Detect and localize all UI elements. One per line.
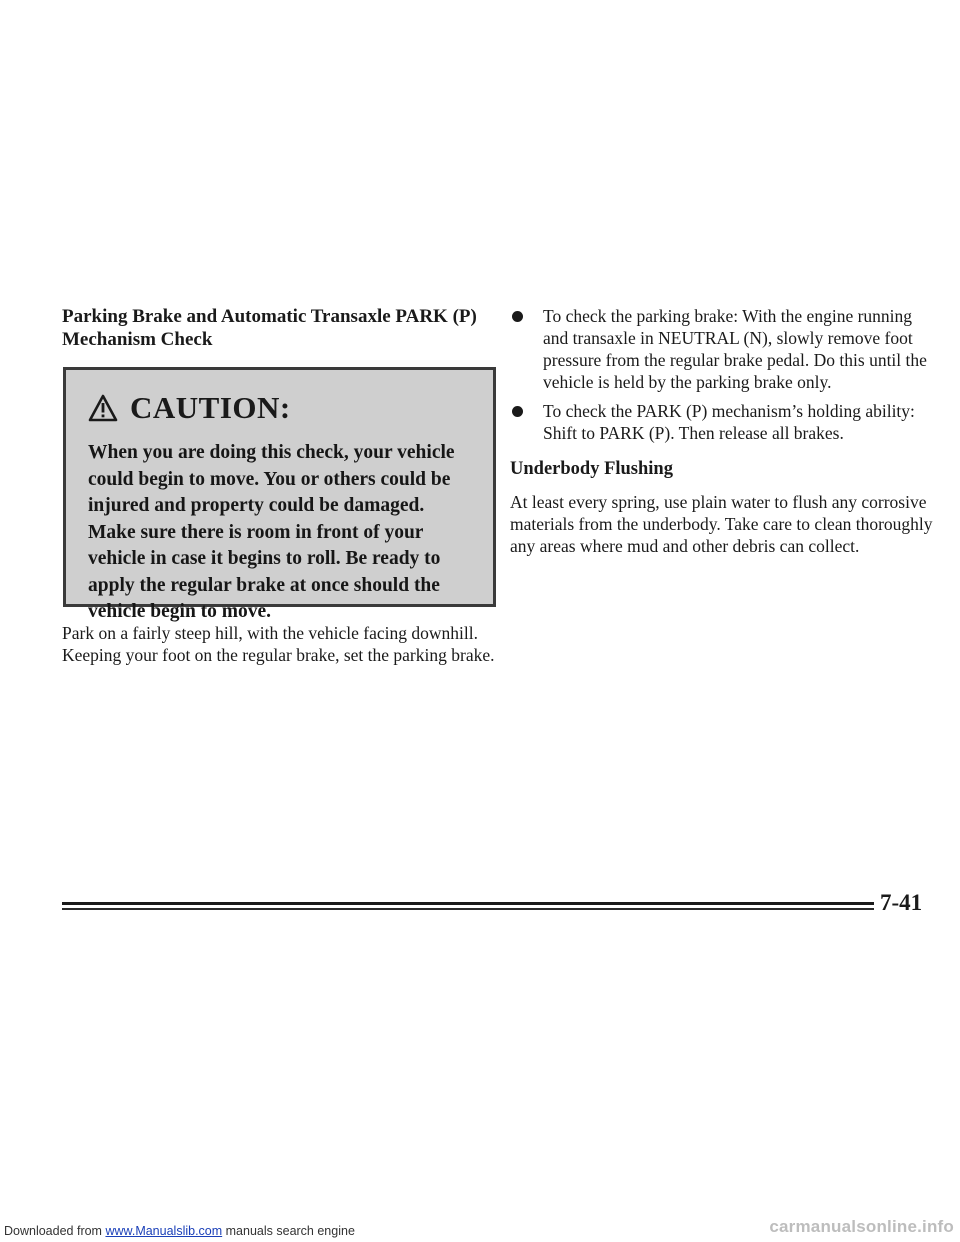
section-heading-line2: Mechanism Check [62,329,213,350]
left-column [62,305,498,351]
check-bullet-list [510,305,935,444]
download-banner-bottom [4,1224,355,1238]
left-paragraph [62,622,502,666]
bullet-text: To check the PARK (P) mechanism’s holding ability: Shift to PARK (P). Then release all brakes. [543,401,915,443]
caution-title: CAUTION: [130,390,291,425]
section-heading [62,305,498,351]
underbody-flushing-text: At least every spring, use plain water to flush any corrosive materials from the underbody. Take care to clean thoroughly any areas where mud and other debris can collect. [510,492,933,556]
footer-rule [62,900,874,912]
bullet-dot-icon [512,406,523,417]
park-on-hill-text: Park on a fairly steep hill, with the vehicle facing downhill. Keeping your foot on the regular brake, set the parking brake. [62,623,495,665]
bullet-dot-icon [512,311,523,322]
bullet-text: To check the parking brake: With the engine running and transaxle in NEUTRAL (N), slowly remove foot pressure from the regular brake pedal. Do this until the vehicle is held by the parking brake only. [543,306,927,392]
caution-header [88,386,475,430]
warning-triangle-icon [88,394,118,422]
footer-rule-thin [62,908,874,910]
bullet-item [510,400,935,444]
page-number: 7-41 [880,890,923,915]
right-column [510,305,935,557]
watermark: carmanualsonline.info [769,1217,954,1236]
download-prefix: Downloaded from [4,1224,106,1238]
caution-text: When you are doing this check, your vehicle could begin to move. You or others could be injured and property could be damaged. Make sure there is room in front of your vehicle in case it begins to roll. Be ready to apply the regular brake at once should the vehicle begin to move. [88,442,455,622]
underbody-flushing-heading: Underbody Flushing [510,459,673,479]
section-heading-line1: Parking Brake and Automatic Transaxle PARK (P) [62,306,477,327]
manualslib-link[interactable]: www.Manualslib.com [105,1224,223,1238]
caution-box [63,367,496,622]
footer-rule-thick [62,902,874,905]
bullet-item [510,305,935,393]
download-suffix: manuals search engine [222,1224,355,1238]
